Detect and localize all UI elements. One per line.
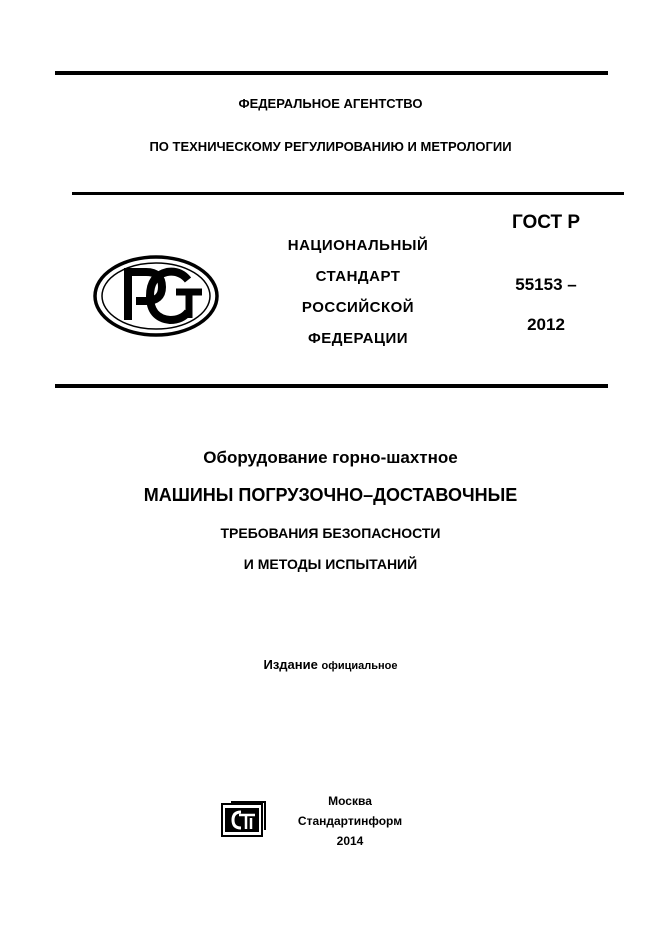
title-sub-1: ТРЕБОВАНИЯ БЕЗОПАСНОСТИ [220,525,441,541]
standard-line-federation: ФЕДЕРАЦИИ [307,330,409,347]
rst-logo [92,254,220,338]
agency-line-1: ФЕДЕРАЛЬНОЕ АГЕНТСТВО [238,96,423,111]
publisher-year: 2014 [336,834,364,848]
header-rule [72,192,624,195]
gost-label: ГОСТ Р [511,212,581,233]
standard-line-national: НАЦИОНАЛЬНЫЙ [287,237,429,254]
standard-type [258,230,458,354]
bottom-header-rule [55,384,608,388]
edition-label: Издание [263,657,318,672]
title-sub-2: И МЕТОДЫ ИСПЫТАНИЙ [243,556,418,572]
publisher-name: Стандартинформ [297,814,403,828]
edition [0,657,661,672]
standard-line-russian: РОССИЙСКОЙ [301,299,415,316]
publisher-city: Москва [328,794,372,808]
title-category: Оборудование горно-шахтное [203,448,458,467]
agency-line-2: ПО ТЕХНИЧЕСКОМУ РЕГУЛИРОВАНИЮ И МЕТРОЛОГИИ [149,139,512,154]
top-rule [55,71,608,75]
standard-line-standard: СТАНДАРТ [315,268,401,285]
edition-kind: официальное [321,660,398,672]
title-main: МАШИНЫ ПОГРУЗОЧНО–ДОСТАВОЧНЫЕ [143,485,518,505]
gost-year: 2012 [527,315,565,334]
publisher-block [260,791,440,851]
gost-number: 55153 – [515,275,577,294]
